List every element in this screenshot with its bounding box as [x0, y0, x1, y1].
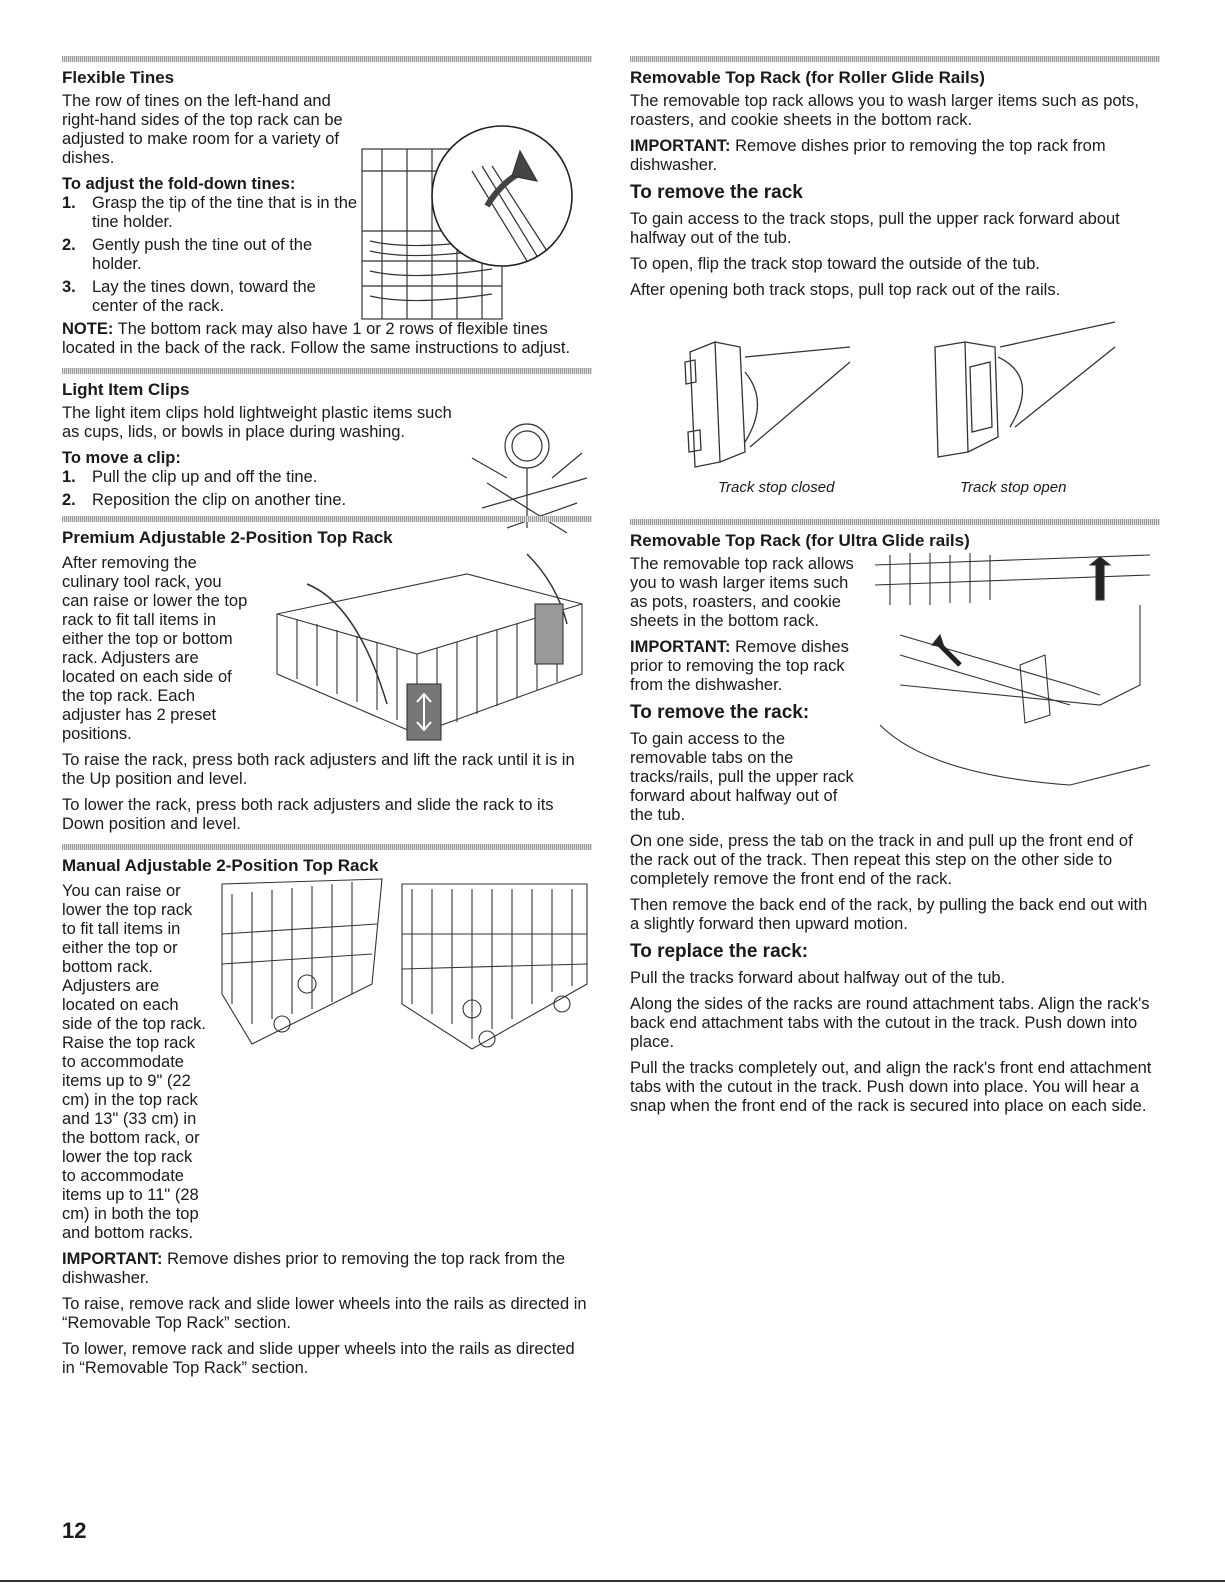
flexible-tines-steps	[62, 194, 362, 316]
ultra-glide-replace-p1: Pull the tracks forward about halfway out of the tub.	[630, 969, 1006, 987]
caption-track-stop-closed: Track stop closed	[718, 479, 835, 496]
ultra-glide-illustration	[870, 545, 1160, 800]
premium-rack-intro: After removing the culinary tool rack, you can raise or lower the top rack to fit tall items in either the top or bottom rack. Adjusters are located on each side of the top rack. Each adjuster has 2 preset positions.	[62, 554, 248, 743]
roller-glide-p1: To gain access to the track stops, pull the upper rack forward about halfway out of the tub.	[630, 210, 1120, 247]
ultra-glide-replace-heading: To replace the rack:	[630, 941, 809, 962]
premium-rack-heading: Premium Adjustable 2-Position Top Rack	[62, 528, 393, 547]
track-stop-figures	[630, 307, 1160, 517]
list-item: 3. Lay the tines down, toward the center of the rack.	[62, 278, 316, 315]
roller-glide-section	[630, 56, 1160, 517]
page-number: 12	[62, 1518, 87, 1543]
flexible-tines-heading: Flexible Tines	[62, 68, 175, 87]
ultra-glide-replace-p2: Along the sides of the racks are round attachment tabs. Align the rack's back end attachment tabs with the cutout in the track. Push down into place.	[630, 995, 1150, 1051]
ultra-glide-heading: Removable Top Rack (for Ultra Glide rails)	[630, 531, 970, 550]
ultra-glide-important: IMPORTANT: Remove dishes prior to removing the top rack from the dishwasher.	[630, 638, 849, 694]
flexible-tines-illustration	[352, 111, 588, 326]
ultra-glide-remove-p1: To gain access to the removable tabs on the tracks/rails, pull the upper rack forward about halfway out of the tub.	[630, 730, 854, 824]
section-divider	[62, 516, 592, 522]
ultra-glide-intro: The removable top rack allows you to wash larger items such as pots, roasters, and cookie sheets in the bottom rack.	[630, 555, 854, 630]
flexible-tines-note: NOTE: The bottom rack may also have 1 or 2 rows of flexible tines located in the back of the rack. Follow the same instructions to adjust.	[62, 320, 571, 357]
manual-rack-section	[62, 844, 592, 1378]
premium-rack-illustration	[267, 544, 587, 764]
ultra-glide-remove-p2: On one side, press the tab on the track in and pull up the front end of the rack out of the track. Then repeat this step on the other side to completely remove the front end of the rack.	[630, 832, 1133, 888]
roller-glide-heading: Removable Top Rack (for Roller Glide Rails)	[630, 68, 985, 87]
manual-rack-lower: To lower, remove rack and slide upper wheels into the rails as directed in “Removable Top Rack” section.	[62, 1340, 575, 1377]
list-item: 1. Grasp the tip of the tine that is in the tine holder.	[62, 194, 358, 231]
manual-rack-intro: You can raise or lower the top rack to fit tall items in either the top or bottom rack. Adjusters are located on each side of the top rack. Raise the top rack to accommodate items up to 9" (22 cm) in the top rack and 13" (33 cm) in the bottom rack, or lower the top rack to accommodate items up to 11" (28 cm) in both the top and bottom racks.	[62, 882, 206, 1242]
ultra-glide-replace-p3: Pull the tracks completely out, and align the rack's front end attachment tabs with the cutout in the track. Push down into place. You will hear a snap when the front end of the rack is secured into place on each side.	[630, 1059, 1152, 1115]
section-divider	[62, 844, 592, 850]
section-divider	[62, 56, 592, 62]
light-item-clips-heading: Light Item Clips	[62, 380, 190, 399]
premium-rack-lower: To lower the rack, press both rack adjusters and slide the rack to its Down position and level.	[62, 796, 554, 833]
left-column	[62, 56, 592, 1385]
roller-glide-intro: The removable top rack allows you to wash larger items such as pots, roasters, and cookie sheets in the bottom rack.	[630, 92, 1139, 129]
ultra-glide-remove-p3: Then remove the back end of the rack, by pulling the back end out with a slightly forward then upward motion.	[630, 896, 1148, 933]
flexible-tines-subheading: To adjust the fold-down tines:	[62, 175, 296, 193]
roller-glide-p2: To open, flip the track stop toward the outside of the tub.	[630, 255, 1041, 273]
manual-rack-important: IMPORTANT: Remove dishes prior to removing the top rack from the dishwasher.	[62, 1250, 566, 1287]
flexible-tines-section	[62, 56, 592, 358]
manual-rack-raise: To raise, remove rack and slide lower wheels into the rails as directed in “Removable Top Rack” section.	[62, 1295, 587, 1332]
section-divider	[630, 519, 1160, 525]
ultra-glide-remove-heading: To remove the rack:	[630, 702, 810, 723]
manual-rack-heading: Manual Adjustable 2-Position Top Rack	[62, 856, 379, 875]
list-item: 2. Gently push the tine out of the holder.	[62, 236, 313, 273]
premium-rack-section	[62, 516, 592, 834]
track-stop-open-illustration	[930, 317, 1120, 467]
section-divider	[630, 56, 1160, 62]
light-item-clips-section	[62, 368, 592, 510]
track-stop-closed-illustration	[660, 322, 860, 472]
light-item-clips-subheading: To move a clip:	[62, 449, 181, 467]
right-column	[630, 56, 1160, 1123]
roller-glide-important: IMPORTANT: Remove dishes prior to removing the top rack from dishwasher.	[630, 137, 1106, 174]
list-item: 1. Pull the clip up and off the tine.	[62, 468, 318, 486]
light-item-clips-intro: The light item clips hold lightweight plastic items such as cups, lids, or bowls in place during washing.	[62, 404, 452, 441]
manual-rack-illustration	[212, 874, 592, 1074]
flexible-tines-intro: The row of tines on the left-hand and right-hand sides of the top rack can be adjusted to make room for a variety of dishes.	[62, 92, 343, 167]
caption-track-stop-open: Track stop open	[960, 479, 1067, 496]
roller-glide-subheading: To remove the rack	[630, 182, 803, 203]
list-item: 2. Reposition the clip on another tine.	[62, 491, 347, 509]
ultra-glide-section	[630, 519, 1160, 1116]
premium-rack-raise: To raise the rack, press both rack adjusters and lift the rack until it is in the Up position and level.	[62, 751, 575, 788]
section-divider	[62, 368, 592, 374]
roller-glide-p3: After opening both track stops, pull top rack out of the rails.	[630, 281, 1061, 299]
bottom-border	[0, 1580, 1225, 1582]
